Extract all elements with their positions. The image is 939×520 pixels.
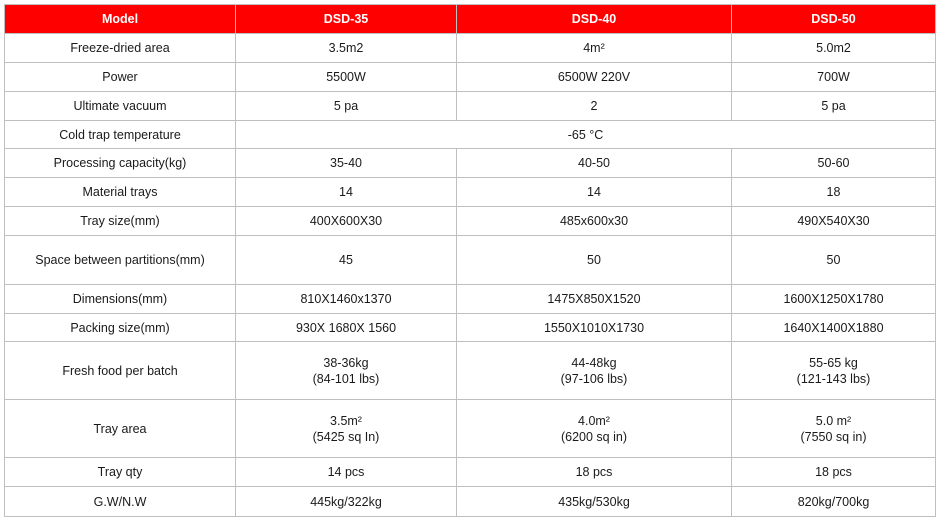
cell-line: 14 (339, 185, 353, 199)
cell-line: 38-36kg (323, 355, 369, 370)
cell-line: (121-143 lbs) (796, 371, 871, 386)
cell-line: 490X540X30 (797, 214, 870, 228)
cell-dsd-40 (457, 92, 732, 121)
row-label: Cold trap temperature (5, 121, 236, 149)
table-row (5, 178, 936, 207)
table-row (5, 92, 936, 121)
cell-dsd-40 (457, 34, 732, 63)
cell-line: 1600X1250X1780 (783, 292, 884, 306)
cell-dsd-40 (457, 458, 732, 487)
cell-line: 435kg/530kg (558, 494, 630, 509)
cell-dsd-50 (732, 92, 936, 121)
cell-line: (5425 sq In) (312, 429, 380, 444)
spec-table (4, 4, 936, 517)
cell-line: 6500W 220V (557, 70, 631, 84)
cell-line: 18 pcs (815, 465, 852, 479)
header-dsd-40: DSD-40 (457, 5, 732, 34)
cell-line: (97-106 lbs) (560, 371, 628, 386)
cell-dsd-40 (457, 342, 732, 400)
header-dsd-50: DSD-50 (732, 5, 936, 34)
row-label: Material trays (5, 178, 236, 207)
row-label: Tray qty (5, 458, 236, 487)
cell-line: 5 pa (333, 99, 359, 113)
cell-dsd-50 (732, 400, 936, 458)
cell-line: 700W (817, 70, 850, 84)
cell-dsd-40 (457, 236, 732, 285)
table-row (5, 314, 936, 342)
cell-line: 5 pa (821, 99, 846, 113)
cell-dsd-35 (236, 400, 457, 458)
cell-line: 445kg/322kg (310, 494, 382, 509)
row-label: Tray area (5, 400, 236, 458)
cell-line: 5.0m2 (816, 41, 851, 55)
cell-dsd-40 (457, 314, 732, 342)
cell-line: (6200 sq in) (560, 429, 627, 444)
cell-dsd-35 (236, 92, 457, 121)
cell-dsd-50 (732, 178, 936, 207)
table-row (5, 121, 936, 149)
cell-line: 5.0 m² (815, 413, 852, 428)
cell-dsd-35 (236, 236, 457, 285)
cell-dsd-40 (457, 149, 732, 178)
table-row (5, 458, 936, 487)
cell-line: 18 (826, 185, 841, 199)
cell-dsd-35 (236, 34, 457, 63)
cell-line: 820kg/700kg (797, 494, 870, 509)
cell-dsd-35 (236, 285, 457, 314)
table-row (5, 63, 936, 92)
cell-dsd-40 (457, 207, 732, 236)
cell-dsd-40 (457, 400, 732, 458)
cell-line: (7550 sq in) (800, 429, 867, 444)
cell-line: 485x600x30 (559, 214, 629, 228)
cell-dsd-40 (457, 285, 732, 314)
cell-dsd-50 (732, 285, 936, 314)
cell-line: 5500W (326, 70, 366, 84)
cell-line: 14 (587, 185, 601, 199)
cell-dsd-35 (236, 342, 457, 400)
cell-line: 18 pcs (575, 465, 613, 479)
cell-dsd-50 (732, 342, 936, 400)
cell-dsd-35 (236, 314, 457, 342)
cell-dsd-35 (236, 63, 457, 92)
cell-line: 44-48kg (571, 355, 617, 370)
header-dsd-35: DSD-35 (236, 5, 457, 34)
cell-dsd-35 (236, 487, 457, 517)
cell-line: 4.0m² (578, 413, 610, 428)
cell-line: -65 °C (567, 127, 604, 142)
cell-line: 1475X850X1520 (547, 292, 641, 306)
cell-dsd-40 (457, 178, 732, 207)
row-label: Processing capacity(kg) (5, 149, 236, 178)
table-row (5, 285, 936, 314)
header-model: Model (5, 5, 236, 34)
cell-dsd-35 (236, 207, 457, 236)
cell-dsd-50 (732, 458, 936, 487)
cell-line: 1640X1400X1880 (783, 320, 884, 335)
cell-dsd-35 (236, 178, 457, 207)
table-row (5, 400, 936, 458)
cell-dsd-50 (732, 207, 936, 236)
cell-line: 3.5m² (330, 413, 362, 428)
cell-dsd-35 (236, 458, 457, 487)
cell-line: 2 (590, 99, 598, 113)
cell-line: 3.5m2 (328, 41, 364, 55)
row-label: G.W/N.W (5, 487, 236, 517)
row-label: Ultimate vacuum (5, 92, 236, 121)
cell-line: 35-40 (330, 156, 362, 170)
header-row (5, 5, 936, 34)
cell-line: 14 pcs (327, 465, 365, 479)
cell-line: 400X600X30 (309, 214, 383, 228)
row-label: Packing size(mm) (5, 314, 236, 342)
cell-line: 40-50 (578, 156, 610, 170)
row-label: Freeze-dried area (5, 34, 236, 63)
cell-dsd-40 (457, 63, 732, 92)
cell-dsd-50 (732, 34, 936, 63)
row-label: Power (5, 63, 236, 92)
table-row (5, 487, 936, 517)
cell-line: 50-60 (817, 156, 850, 170)
cell-dsd-50 (732, 236, 936, 285)
merged-cell (236, 121, 936, 149)
cell-line: 50 (587, 253, 601, 267)
table-row (5, 34, 936, 63)
cell-line: 45 (339, 253, 353, 267)
table-row (5, 207, 936, 236)
table-row (5, 149, 936, 178)
cell-line: 810X1460x1370 (300, 292, 392, 306)
row-label: Space between partitions(mm) (5, 236, 236, 285)
cell-line: 4m² (583, 41, 605, 55)
table-row (5, 236, 936, 285)
cell-dsd-50 (732, 314, 936, 342)
cell-line: 55-65 kg (809, 355, 858, 370)
cell-dsd-50 (732, 149, 936, 178)
row-label: Fresh food per batch (5, 342, 236, 400)
cell-line: (84-101 lbs) (312, 371, 380, 386)
row-label: Dimensions(mm) (5, 285, 236, 314)
cell-dsd-50 (732, 487, 936, 517)
cell-line: 1550X1010X1730 (543, 320, 645, 335)
cell-line: 930X 1680X 1560 (295, 320, 397, 335)
table-row (5, 342, 936, 400)
spec-table-body (5, 34, 936, 517)
cell-dsd-50 (732, 63, 936, 92)
cell-dsd-40 (457, 487, 732, 517)
cell-dsd-35 (236, 149, 457, 178)
row-label: Tray size(mm) (5, 207, 236, 236)
cell-line: 50 (826, 253, 841, 267)
